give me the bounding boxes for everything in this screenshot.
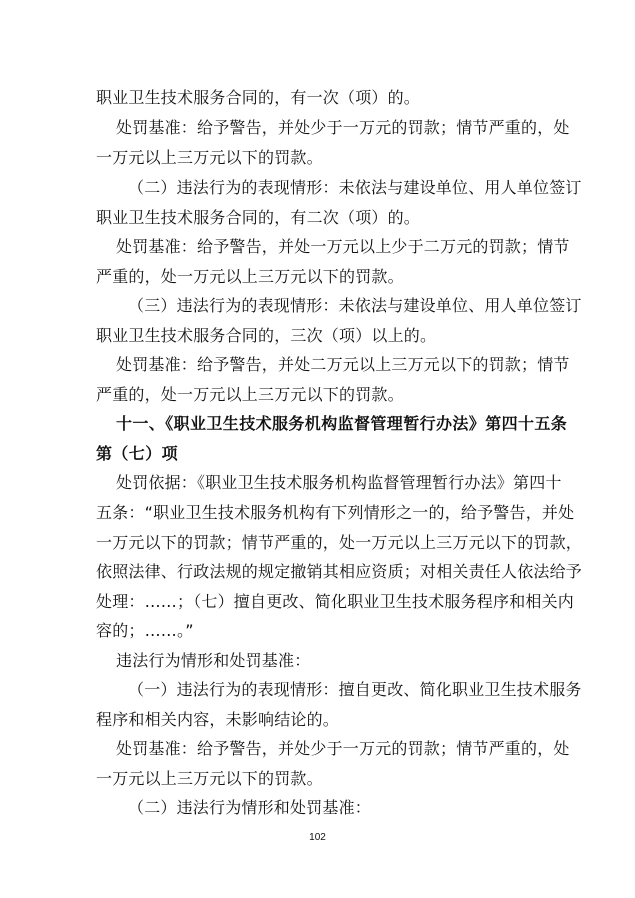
paragraph-line: 严重的，处一万元以上三万元以下的罚款。 (96, 385, 404, 404)
paragraph-line: 一万元以上三万元以下的罚款。 (96, 769, 323, 788)
paragraph-line: 处罚基准：给予警告，并处一万元以上少于二万元的罚款；情节 (116, 237, 570, 256)
paragraph-line: 职业卫生技术服务合同的，三次（项）以上的。 (96, 326, 437, 345)
section-heading: 第（七）项 (96, 444, 179, 463)
paragraph-line: 处理：……；（七）擅自更改、简化职业卫生技术服务程序和相关内 (96, 592, 575, 611)
paragraph-line: 一万元以上三万元以下的罚款。 (96, 148, 323, 167)
paragraph-line: 职业卫生技术服务合同的，有一次（项）的。 (96, 88, 421, 107)
paragraph-line: 处罚基准：给予警告，并处少于一万元的罚款；情节严重的，处 (116, 739, 570, 758)
paragraph-line: （二）违法行为的表现情形：未依法与建设单位、用人单位签订 (128, 178, 582, 197)
paragraph-line: 依照法律、行政法规的规定撤销其相应资质；对相关责任人依法给予 (96, 562, 583, 581)
paragraph-line: 容的；……。” (96, 621, 194, 640)
paragraph-line: 处罚基准：给予警告，并处二万元以上三万元以下的罚款；情节 (116, 355, 570, 374)
paragraph-line: （三）违法行为的表现情形：未依法与建设单位、用人单位签订 (128, 296, 582, 315)
paragraph-line: 违法行为情形和处罚基准： (116, 651, 311, 670)
paragraph-line: 一万元以下的罚款；情节严重的，处一万元以上三万元以下的罚款， (96, 533, 583, 552)
paragraph-line: 严重的，处一万元以上三万元以下的罚款。 (96, 267, 404, 286)
paragraph-line: 处罚基准：给予警告，并处少于一万元的罚款；情节严重的，处 (116, 118, 570, 137)
paragraph-line: 处罚依据：《职业卫生技术服务机构监督管理暂行办法》第四十 (116, 473, 562, 492)
paragraph-line: 职业卫生技术服务合同的，有二次（项）的。 (96, 208, 421, 227)
paragraph-line: 程序和相关内容，未影响结论的。 (96, 710, 340, 729)
section-heading: 十一、《职业卫生技术服务机构监督管理暂行办法》第四十五条 (116, 414, 568, 433)
paragraph-line: （二）违法行为情形和处罚基准： (128, 798, 372, 817)
page-number: 102 (309, 832, 326, 843)
paragraph-line: 五条：“职业卫生技术服务机构有下列情形之一的，给予警告，并处 (96, 503, 575, 522)
paragraph-line: （一）违法行为的表现情形：擅自更改、简化职业卫生技术服务 (128, 680, 582, 699)
